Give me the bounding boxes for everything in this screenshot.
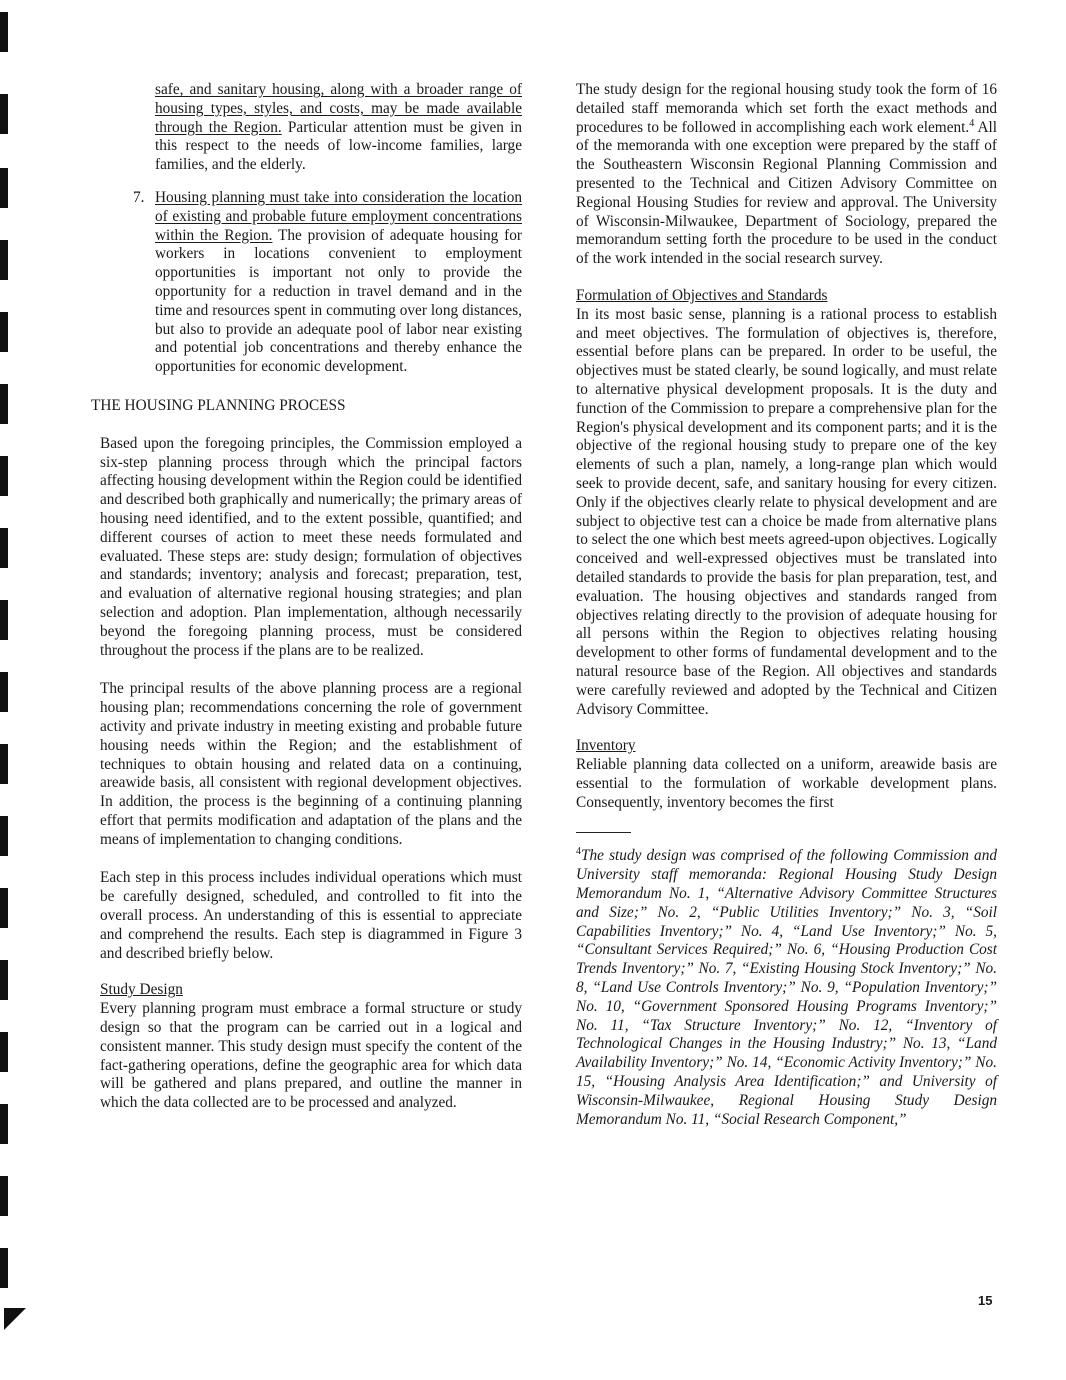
binder-mark (0, 1104, 8, 1144)
left-column (91, 81, 523, 1113)
footnote-text: The study design was comprised of the following Commission and University staff memoranda: Regional Housing Study Design Memorandum No. 1, “Alternative Advisory Committee Structures and Size;” No. 2, “Public Utilities Inventory;” No. 3, “Soil Capabilities Inventory;” No. 4, “Land Use Inventory;” No. 5, “Consultant Services Required;” No. 6, “Housing Production Cost Trends Inventory;” No. 7, “Existing Housing Stock Inventory;” No. 8, “Land Use Controls Inventory;” No. 9, “Population Inventory;” No. 10, “Government Sponsored Housing Programs Inventory;” No. 11, “Tax Structure Inventory;” No. 12, “Inventory of Technological Changes in the Housing Industry;” No. 13, “Land Availability Inventory;” No. 14, “Economic Activity Inventory;” No. 15, “Housing Analysis Area Identification;” and University of Wisconsin-Milwaukee, Regional Housing Study Design Memorandum No. 11, “Social Research Component,” (576, 847, 997, 1128)
paragraph-principal-results: The principal results of the above planning process are a regional housing plan; recommendations concerning the role of government activity and private industry in meeting existing and probable future housing needs within the Region; and the establishment of techniques to obtain housing and related data on a continuing, areawide basis, all consistent with regional development objectives. In addition, the process is the beginning of a continuing planning effort that permits modification and adaptation of the plans and the means of implementation to changing conditions. (100, 680, 522, 848)
principle-7-number: 7. (133, 188, 145, 206)
principle-6-text (155, 81, 522, 175)
binder-mark (0, 1032, 8, 1072)
binder-mark (0, 312, 8, 352)
principle-6-underlined: safe, and sanitary housing, along with a broader range of housing types, styles, and costs, may be made available through the Region. (155, 81, 522, 136)
principle-item-7 (133, 188, 522, 377)
right-column (576, 81, 997, 1129)
section-heading: THE HOUSING PLANNING PROCESS (91, 396, 346, 414)
principle-item-6 (155, 81, 522, 175)
footnote-ref-4: 4 (969, 117, 975, 129)
subheading-objectives: Formulation of Objectives and Standards (576, 286, 828, 304)
footnote-4 (576, 847, 997, 1129)
corner-mark (4, 1308, 26, 1330)
memoranda-text-a: The study design for the regional housing study took the form of 16 detailed staff memoranda which set forth the exact methods and procedures to be followed in accomplishing each work element. (576, 81, 997, 136)
binder-mark (0, 168, 8, 208)
principle-7-underlined: Housing planning must take into consideration the location of existing and probable future employment concentrations within the Region. (155, 188, 522, 244)
binder-mark (0, 888, 8, 928)
paragraph-individual-operations: Each step in this process includes individual operations which must be carefully designed, scheduled, and controlled to fit into the overall process. An understanding of this is essential to appreciate and comprehend the results. Each step is diagrammed in Figure 3 and described briefly below. (100, 869, 522, 962)
binder-mark (0, 816, 8, 856)
binder-mark (0, 384, 8, 424)
binder-mark (0, 1248, 8, 1288)
binder-mark (0, 12, 8, 52)
binder-mark (0, 600, 8, 640)
paragraph-objectives: In its most basic sense, planning is a rational process to establish and meet objectives. The formulation of objectives is, therefore, essential before plans can be prepared. In order to be useful, the objectives must be stated clearly, be sound logically, and must relate to alternative physical development proposals. It is the duty and function of the Commission to prepare a comprehensive plan for the Region's physical development and its component parts; and it is the objective of the regional housing study to prepare one of the key elements of such a plan, namely, a long-range plan which would seek to provide decent, safe, and sanitary housing for every citizen. Only if the objectives clearly relate to physical development and are subject to objective test can a choice be made from alternative plans to select the one which best meets agreed-upon objectives. Logically conceived and well-expressed objectives must be translated into detailed standards to provide the basis for plan preparation, test, and evaluation. The housing objectives and standards ranged from objectives relating directly to the provision of adequate housing for all persons within the Region to objectives relating housing development to other forms of fundamental development and to the natural resource base of the Region. All objectives and standards were carefully reviewed and adopted by the Technical and Citizen Advisory Committee. (576, 305, 997, 718)
subheading-inventory: Inventory (576, 737, 636, 755)
binder-mark (0, 240, 8, 280)
subheading-study-design: Study Design (100, 981, 183, 999)
paragraph-study-design: Every planning program must embrace a formal structure or study design so that the program can be carried out in a logical and consistent manner. This study design must specify the content of the fact-gathering operations, define the geographic area for which data will be gathered and plans prepared, and outline the manner in which the data collected are to be processed and analyzed. (100, 1000, 522, 1112)
principle-7-text (155, 189, 522, 377)
binder-mark (0, 1176, 8, 1216)
paragraph-study-design-memoranda (576, 81, 997, 269)
binder-mark (0, 672, 8, 712)
principle-7-rest: The provision of adequate housing for workers in locations convenient to employment opportunities is important not only to provide the opportunity for a reduction in travel demand and in the time and resources spent in commuting over long distances, but also to provide an adequate pool of labor near existing and potential job concentrations and thereby enhance the opportunities for economic development. (155, 226, 522, 376)
memoranda-text-b: All of the memoranda with one exception were prepared by the staff of the Southeastern Wisconsin Regional Planning Commission and presented to the Technical and Citizen Advisory Committee on Regional Housing Studies for review and approval. The University of Wisconsin-Milwaukee, Department of Sociology, prepared the memorandum setting forth the procedure to be used in the conduct of the work intended in the social research survey. (576, 118, 997, 268)
paragraph-process-steps: Based upon the foregoing principles, the Commission employed a six-step planning process through which the principal factors affecting housing development within the Region could be identified and described both graphically and numerically; the primary areas of housing need identified, and to the extent possible, quantified; and different courses of action to meet these needs formulated and evaluated. These steps are: study design; formulation of objectives and standards; inventory; analysis and forecast; preparation, test, and evaluation of alternative regional housing strategies; and plan selection and adoption. Plan implementation, although necessarily beyond the foregoing planning process, must be considered throughout the process if the plans are to be realized. (100, 434, 522, 659)
binder-mark (0, 744, 8, 784)
binder-mark (0, 960, 8, 1000)
binder-mark (0, 528, 8, 568)
binder-mark (0, 94, 8, 134)
principle-6-rest: Particular attention must be given in this respect to the needs of low-income families, large families, and the elderly. (155, 118, 523, 174)
footnote-divider (576, 832, 631, 833)
paragraph-inventory: Reliable planning data collected on a uniform, areawide basis are essential to the formulation of workable development plans. Consequently, inventory becomes the first (576, 756, 997, 811)
binder-mark (0, 456, 8, 496)
footnote-mark: 4 (576, 846, 581, 858)
page-number: 15 (978, 1293, 993, 1308)
